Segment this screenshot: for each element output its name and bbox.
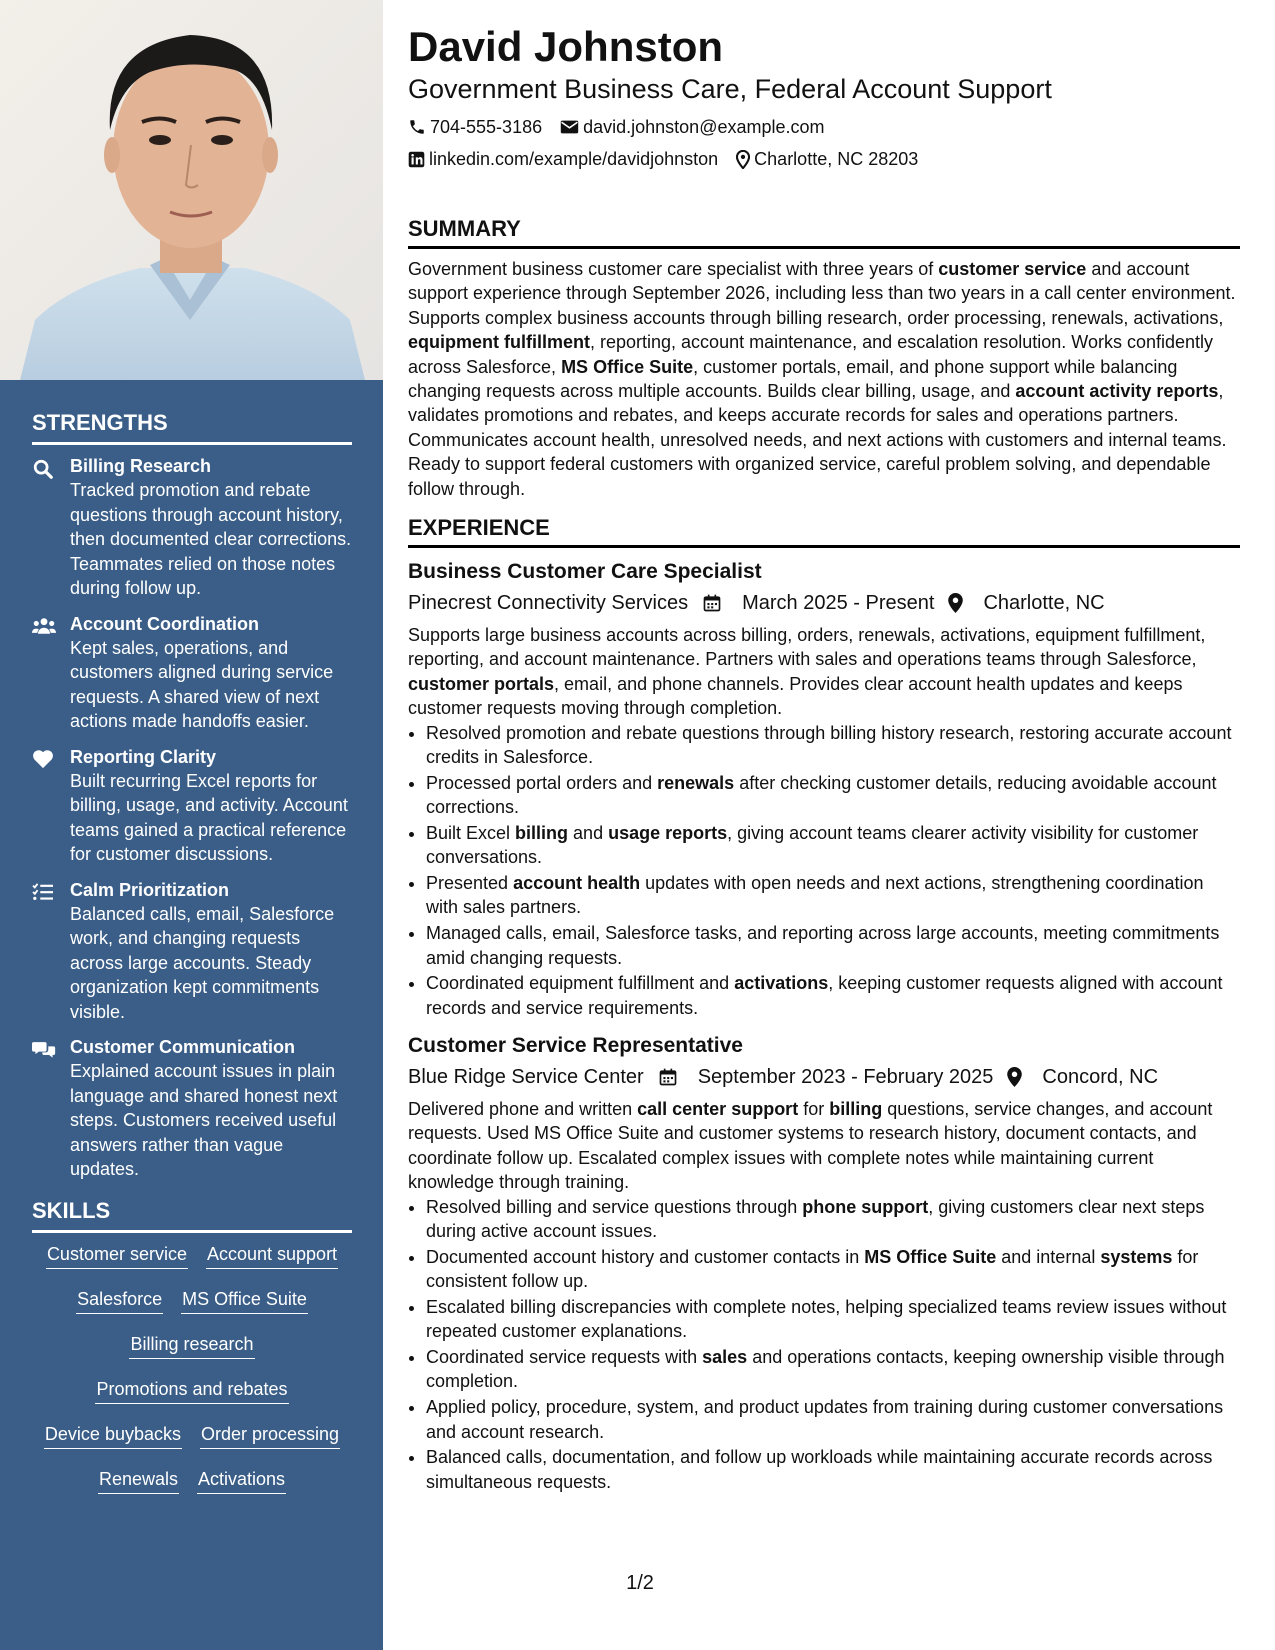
list-item — [426, 1295, 1240, 1344]
envelope-icon — [560, 119, 579, 135]
strengths-heading: STRENGTHS — [32, 410, 352, 445]
text-segment: Documented account history and customer contacts in — [426, 1246, 865, 1267]
text-segment: , giving account teams clearer activity visibility for customer conversations. — [426, 822, 1199, 868]
users-icon — [32, 613, 70, 734]
company-text: Pinecrest Connectivity Services — [408, 592, 689, 615]
main-content — [408, 22, 1240, 1495]
text-segment: , email, and phone channels. Provides clear account health updates and keeps customer requests moving through completion. — [408, 673, 1183, 719]
summary-text — [408, 257, 1240, 501]
location-text: Charlotte, NC — [983, 592, 1105, 615]
headline: Government Business Care, Federal Account Support — [408, 74, 1052, 104]
list-item — [426, 871, 1240, 920]
list-item — [426, 1245, 1240, 1294]
list-item — [426, 1195, 1240, 1244]
map-pin-icon — [736, 150, 750, 169]
location-text: Charlotte, NC 28203 — [754, 149, 919, 169]
calendar-icon — [702, 593, 732, 613]
page-number: 1/2 — [626, 1572, 654, 1594]
text-segment: Managed calls, email, Salesforce tasks, and reporting across large accounts, meeting commitments amid changing requests. — [426, 923, 1220, 968]
bold-keyword: activations — [734, 973, 829, 994]
strength-title: Calm Prioritization — [70, 879, 230, 900]
strength-title: Customer Communication — [70, 1037, 296, 1057]
job-bullets — [408, 721, 1240, 1020]
linkedin-contact[interactable] — [408, 148, 718, 170]
text-segment: Balanced calls, documentation, and follow up workloads while maintaining accurate records across simultaneous requests. — [426, 1447, 1213, 1492]
company-name — [408, 589, 688, 617]
bold-keyword: equipment fulfillment — [408, 332, 590, 353]
bold-keyword: billing — [515, 822, 569, 843]
strength-description: Balanced calls, email, Salesforce work, and changing requests across large accounts. Steady organization kept commitments visible. — [70, 903, 335, 1022]
strength-item — [32, 613, 352, 734]
strength-item — [32, 1036, 352, 1182]
company-name — [408, 1063, 644, 1091]
text-segment: , giving customers clear next steps during active account issues. — [426, 1196, 1205, 1242]
list-item — [426, 821, 1240, 870]
list-item — [426, 921, 1240, 970]
skills-list — [32, 1233, 352, 1513]
bold-keyword: account activity reports — [1015, 381, 1219, 402]
text-segment: Resolved billing and service questions through — [426, 1196, 803, 1217]
contact-row — [408, 116, 1240, 138]
job-bullets — [408, 1195, 1240, 1494]
skill-chip: Renewals — [98, 1468, 179, 1494]
job-entry — [408, 558, 1240, 1020]
bold-keyword: account health — [513, 873, 641, 894]
skill-chip: Billing research — [129, 1333, 254, 1359]
text-segment: and operations contacts, keeping ownership visible through completion. — [426, 1347, 1225, 1392]
strength-description: Built recurring Excel reports for billing, usage, and activity. Account teams gained a practical reference for customer discussions. — [70, 770, 348, 864]
skill-chip: Device buybacks — [44, 1423, 182, 1449]
strength-title: Account Coordination — [70, 613, 259, 634]
text-segment: , validates promotions and rebates, and keeps accurate records for sales and operations partners. Communicates account health, unresolved needs, and next actions with customers and internal teams. Ready to support federal customers with organized service, careful problem solving, and dependable follow through. — [408, 381, 1227, 499]
dates-text: March 2025 - Present — [742, 592, 935, 615]
bold-keyword: MS Office Suite — [561, 356, 694, 377]
bold-keyword: systems — [1100, 1246, 1173, 1267]
chat-icon — [32, 1036, 70, 1182]
skill-chip: Activations — [197, 1468, 286, 1494]
skill-chip: MS Office Suite — [181, 1288, 308, 1314]
calendar-icon — [658, 1067, 688, 1087]
map-pin-icon — [1007, 1067, 1032, 1087]
job-entry — [408, 1032, 1240, 1494]
email-contact[interactable] — [560, 116, 824, 138]
strength-item — [32, 746, 352, 867]
list-item — [426, 971, 1240, 1020]
skill-chip: Salesforce — [76, 1288, 163, 1314]
bold-keyword: phone support — [802, 1196, 929, 1217]
job-location — [1007, 1063, 1158, 1091]
text-segment: Presented — [426, 873, 514, 894]
list-item — [426, 1395, 1240, 1444]
bold-keyword: call center support — [637, 1099, 799, 1120]
skill-chip: Promotions and rebates — [95, 1378, 288, 1404]
skill-chip: Account support — [206, 1243, 338, 1269]
text-segment: Processed portal orders and — [426, 772, 658, 793]
text-segment: for — [798, 1099, 830, 1120]
bold-keyword: MS Office Suite — [864, 1246, 997, 1267]
job-summary — [408, 1097, 1240, 1195]
job-meta — [408, 1063, 1240, 1091]
heart-icon — [32, 746, 70, 867]
text-segment: Escalated billing discrepancies with complete notes, helping specialized teams review issues without repeated customer explanations. — [426, 1296, 1227, 1342]
list-item — [426, 771, 1240, 820]
linkedin-text: linkedin.com/example/davidjohnston — [429, 149, 719, 169]
list-check-icon — [32, 879, 70, 1025]
text-segment: Supports large business accounts across billing, orders, renewals, activations, equipment fulfillment, reporting, and account maintenance. Partners with sales and operations teams through Salesforce, — [408, 625, 1206, 670]
text-segment: and — [568, 822, 609, 843]
bold-keyword: customer service — [938, 259, 1087, 279]
strength-title: Billing Research — [70, 456, 212, 476]
text-segment: Coordinated equipment fulfillment and — [426, 973, 735, 994]
strength-item — [32, 879, 352, 1025]
job-title: Customer Service Representative — [408, 1034, 743, 1058]
text-segment: Built Excel — [426, 822, 516, 843]
text-segment: Delivered phone and written — [408, 1099, 638, 1120]
text-segment: after checking customer details, reducing avoidable account corrections. — [426, 772, 1217, 818]
job-meta — [408, 589, 1240, 617]
strength-title: Reporting Clarity — [70, 746, 217, 767]
job-summary — [408, 623, 1240, 721]
job-dates — [658, 1063, 994, 1091]
text-segment: , reporting, account maintenance, and escalation resolution. Works confidently across Salesforce, — [408, 332, 1214, 377]
list-item — [426, 1445, 1240, 1494]
text-segment: for consistent follow up. — [426, 1246, 1199, 1292]
experience-heading: EXPERIENCE — [408, 515, 1240, 548]
contact-row-2 — [408, 148, 1240, 170]
bold-keyword: sales — [702, 1347, 748, 1367]
location-text: Concord, NC — [1042, 1066, 1159, 1089]
skill-chip: Customer service — [46, 1243, 188, 1269]
location-contact — [736, 148, 918, 170]
text-segment: and internal — [996, 1246, 1101, 1267]
summary-heading: SUMMARY — [408, 216, 1240, 249]
bold-keyword: customer portals — [408, 673, 555, 694]
strength-description: Kept sales, operations, and customers aligned during service requests. A shared view of next actions made handoffs easier. — [70, 637, 334, 731]
strength-description: Explained account issues in plain language and shared honest next steps. Customers received useful answers rather than vague updates. — [70, 1061, 338, 1179]
text-segment: , keeping customer requests aligned with account records and service requirements. — [426, 973, 1223, 1018]
list-item — [426, 721, 1240, 770]
dates-text: September 2023 - February 2025 — [697, 1066, 994, 1089]
strength-description: Tracked promotion and rebate questions through account history, then documented clear corrections. Teammates relied on those notes during follow up. — [70, 480, 352, 598]
company-text: Blue Ridge Service Center — [408, 1066, 644, 1089]
phone-icon — [408, 118, 426, 136]
bold-keyword: billing — [829, 1099, 883, 1120]
profile-photo — [0, 0, 383, 380]
map-pin-icon — [948, 593, 973, 613]
skill-chip: Order processing — [200, 1423, 340, 1449]
sidebar — [0, 0, 383, 1650]
skills-heading: SKILLS — [32, 1198, 352, 1233]
text-segment: questions, service changes, and account requests. Used MS Office Suite and customer systems to research history, document contacts, and coordinate follow up. Escalated complex issues with complete notes while maintaining current knowledge through training. — [408, 1099, 1213, 1193]
candidate-name: David Johnston — [408, 23, 724, 70]
text-segment: , customer portals, email, and phone support while balancing changing requests across multiple accounts. Builds clear billing, usage, and — [408, 356, 1178, 402]
job-location — [948, 589, 1104, 617]
text-segment: and account support experience through September 2026, including less than two years in a call center environment. Supports complex business accounts through billing research, order processing, renewals, activations, — [408, 259, 1236, 328]
strength-item — [32, 455, 352, 601]
text-segment: Government business customer care specialist with three years of — [408, 259, 939, 279]
text-segment: Applied policy, procedure, system, and product updates from training during customer conversations and account research. — [426, 1397, 1224, 1442]
linkedin-icon — [408, 151, 425, 168]
bold-keyword: usage reports — [608, 822, 728, 843]
phone-text: 704-555-3186 — [430, 117, 543, 137]
job-title: Business Customer Care Specialist — [408, 560, 762, 584]
job-dates — [702, 589, 934, 617]
phone-contact[interactable] — [408, 116, 542, 138]
text-segment: updates with open needs and next actions, strengthening coordination with sales partners. — [426, 873, 1204, 918]
text-segment: Resolved promotion and rebate questions through billing history research, restoring accurate account credits in Salesforce. — [426, 722, 1232, 768]
list-item — [426, 1345, 1240, 1394]
bold-keyword: renewals — [657, 772, 735, 793]
email-text: david.johnston@example.com — [583, 117, 825, 137]
text-segment: Coordinated service requests with — [426, 1347, 703, 1367]
search-icon — [32, 455, 70, 601]
